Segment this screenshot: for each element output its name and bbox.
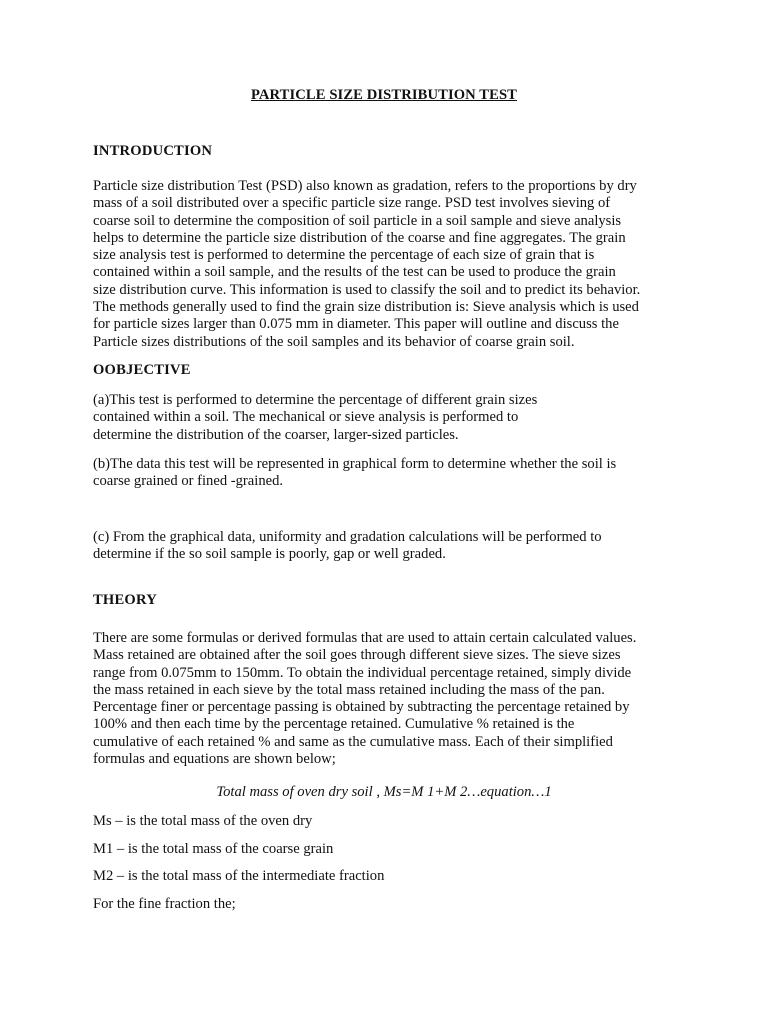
introduction-line: Particle size distribution Test (PSD) also known as gradation, refers to the proportions by dry	[93, 178, 637, 194]
introduction-line: size distribution curve. This information is used to classify the soil and to predict its behavior.	[93, 281, 641, 298]
theory-paragraph	[93, 630, 677, 768]
introduction-line: The methods generally used to find the grain size distribution is: Sieve analysis which is used	[93, 299, 639, 316]
objective-c-line: (c) From the graphical data, uniformity and gradation calculations will be performed to	[93, 529, 602, 545]
objective-a-line: determine the distribution of the coarser, larger-sized particles.	[93, 426, 459, 443]
theory-line: the mass retained in each sieve by the total mass retained including the mass of the pan.	[93, 681, 605, 698]
objective-item-b	[93, 456, 677, 491]
objective-a-line: (a)This test is performed to determine the percentage of different grain sizes	[93, 392, 538, 408]
objective-c-line: determine if the so soil sample is poorly, gap or well graded.	[93, 546, 446, 563]
introduction-line: contained within a soil sample, and the results of the test can be used to produce the grain	[93, 264, 616, 281]
objective-item-a	[93, 392, 677, 444]
introduction-line: Particle sizes distributions of the soil samples and its behavior of coarse grain soil.	[93, 333, 575, 350]
theory-line: Mass retained are obtained after the soil goes through different sieve sizes. The sieve sizes	[93, 647, 621, 664]
theory-line: formulas and equations are shown below;	[93, 751, 336, 768]
theory-line: Percentage finer or percentage passing is obtained by subtracting the percentage retained by	[93, 699, 630, 716]
introduction-line: for particle sizes larger than 0.075 mm in diameter. This paper will outline and discuss the	[93, 316, 619, 333]
introduction-line: helps to determine the particle size distribution of the coarse and fine aggregates. The grain	[93, 229, 626, 246]
theory-line: There are some formulas or derived formulas that are used to attain certain calculated values.	[93, 630, 637, 646]
introduction-line: mass of a soil distributed over a specific particle size range. PSD test involves sieving of	[93, 195, 611, 212]
introduction-line: coarse soil to determine the composition of soil particle in a soil sample and sieve analysis	[93, 212, 622, 229]
introduction-paragraph	[93, 178, 677, 351]
theory-line: 100% and then each time by the percentage retained. Cumulative % retained is the	[93, 716, 575, 733]
objective-b-line: coarse grained or fined -grained.	[93, 473, 284, 490]
theory-line: range from 0.075mm to 150mm. To obtain the individual percentage retained, simply divide	[93, 664, 632, 681]
introduction-line: size analysis test is performed to determine the percentage of each size of grain that is	[93, 247, 595, 264]
objective-item-c	[93, 529, 677, 564]
introduction-heading: INTRODUCTION	[93, 143, 213, 159]
definition-m2: M2 – is the total mass of the intermediate fraction	[93, 868, 385, 884]
objective-heading: OOBJECTIVE	[93, 362, 191, 378]
objective-a-line: contained within a soil. The mechanical or sieve analysis is performed to	[93, 409, 519, 426]
document-title: PARTICLE SIZE DISTRIBUTION TEST	[250, 87, 518, 103]
fine-fraction-line: For the fine fraction the;	[93, 896, 236, 912]
objective-b-line: (b)The data this test will be represented in graphical form to determine whether the soil is	[93, 456, 617, 472]
definition-m1: M1 – is the total mass of the coarse grain	[93, 841, 334, 857]
equation-1: Total mass of oven dry soil , Ms=M 1+M 2…equation…1	[216, 784, 552, 800]
theory-heading: THEORY	[93, 592, 157, 608]
theory-line: cumulative of each retained % and same as the cumulative mass. Each of their simplified	[93, 733, 613, 750]
definition-ms: Ms – is the total mass of the oven dry	[93, 813, 313, 829]
